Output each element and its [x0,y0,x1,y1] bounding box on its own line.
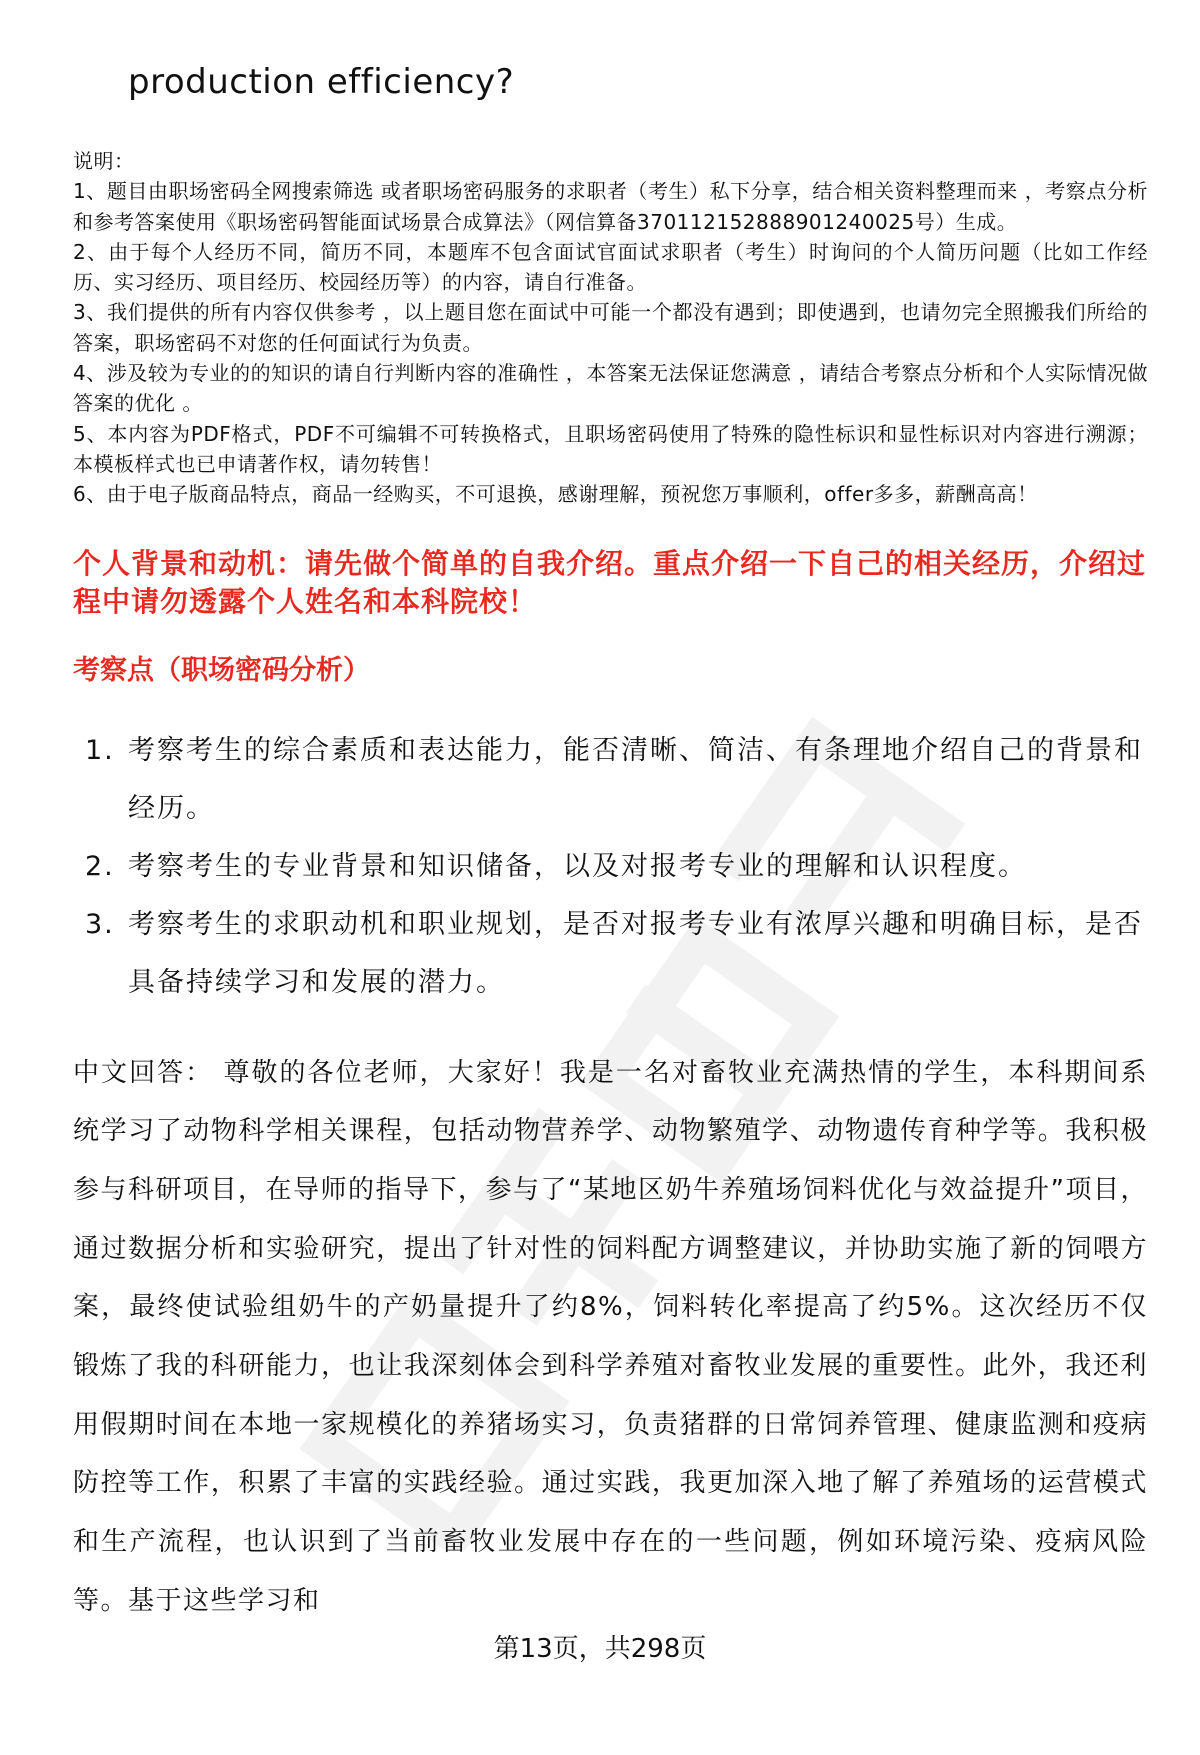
note-item: 3、我们提供的所有内容仅供参考 ，以上题目您在面试中可能一个都没有遇到；即使遇到，也请勿完全照搬我们所给的答案，职场密码不对您的任何面试行为负责。 [73,300,1148,355]
page-number: 第13页，共298页 [493,1633,707,1664]
notes-title: 说明： [73,149,135,173]
note-item: 4、涉及较为专业的的知识的请自行判断内容的准确性 ，本答案无法保证您满意 ，请结合考察点分析和个人实际情况做答案的优化 。 [73,361,1148,416]
analysis-heading: 考察点（职场密码分析） [73,654,370,686]
note-item: 1、题目由职场密码全网搜索筛选 或者职场密码服务的求职者（考生）私下分享，结合相关资料整理而来 ，考察点分析和参考答案使用《职场密码智能面试场景合成算法》（网信算备370112152888901240025号）生成。 [73,179,1148,234]
list-number: 2. [85,850,115,882]
question-tail: production efficiency? [128,62,515,102]
list-text: 考察考生的专业背景和知识储备，以及对报考专业的理解和认识程度。 [128,850,1027,882]
note-item: 5、本内容为PDF格式，PDF不可编辑不可转换格式，且职场密码使用了特殊的隐性标识和显性标识对内容进行溯源；本模板样式也已申请著作权，请勿转售！ [73,421,1148,476]
list-item [73,722,1148,838]
analysis-list [73,722,1148,1012]
note-item: 6、由于电子版商品特点，商品一经购买，不可退换，感谢理解，预祝您万事顺利，offer多多，薪酬高高！ [73,482,1038,507]
list-text: 考察考生的综合素质和表达能力，能否清晰、简洁、有条理地介绍自己的背景和经历。 [128,734,1143,824]
list-item [73,838,1148,896]
answer-paragraph: 中文回答： 尊敬的各位老师，大家好！我是一名对畜牧业充满热情的学生，本科期间系统学习了动物科学相关课程，包括动物营养学、动物繁殖学、动物遗传育种学等。我积极参与科研项目，在导师的指导下，参与了“某地区奶牛养殖场饲料优化与效益提升”项目，通过数据分析和实验研究，提出了针对性的饲料配方调整建议，并协助实施了新的饲喂方案，最终使试验组奶牛的产奶量提升了约8%，饲料转化率提高了约5%。这次经历不仅锻炼了我的科研能力，也让我深刻体会到科学养殖对畜牧业发展的重要性。此外，我还利用假期时间在本地一家规模化的养猪场实习，负责猪群的日常饲养管理、健康监测和疫病防控等工作，积累了丰富的实践经验。通过实践，我更加深入地了解了养殖场的运营模式和生产流程，也认识到了当前畜牧业发展中存在的一些问题，例如环境污染、疫病风险等。基于这些学习和 [73,1057,1148,1616]
notes-section [73,146,1148,510]
list-text: 考察考生的求职动机和职业规划，是否对报考专业有浓厚兴趣和明确目标，是否具备持续学习和发展的潜力。 [128,908,1143,998]
list-number: 1. [85,734,115,766]
question-heading: 个人背景和动机：请先做个简单的自我介绍。重点介绍一下自己的相关经历，介绍过程中请勿透露个人姓名和本科院校！ [73,546,1147,619]
note-item: 2、由于每个人经历不同，简历不同，本题库不包含面试官面试求职者（考生）时询问的个人简历问题（比如工作经历、实习经历、项目经历、校园经历等）的内容，请自行准备。 [73,239,1148,295]
list-item [73,896,1148,1012]
list-number: 3. [85,908,115,940]
